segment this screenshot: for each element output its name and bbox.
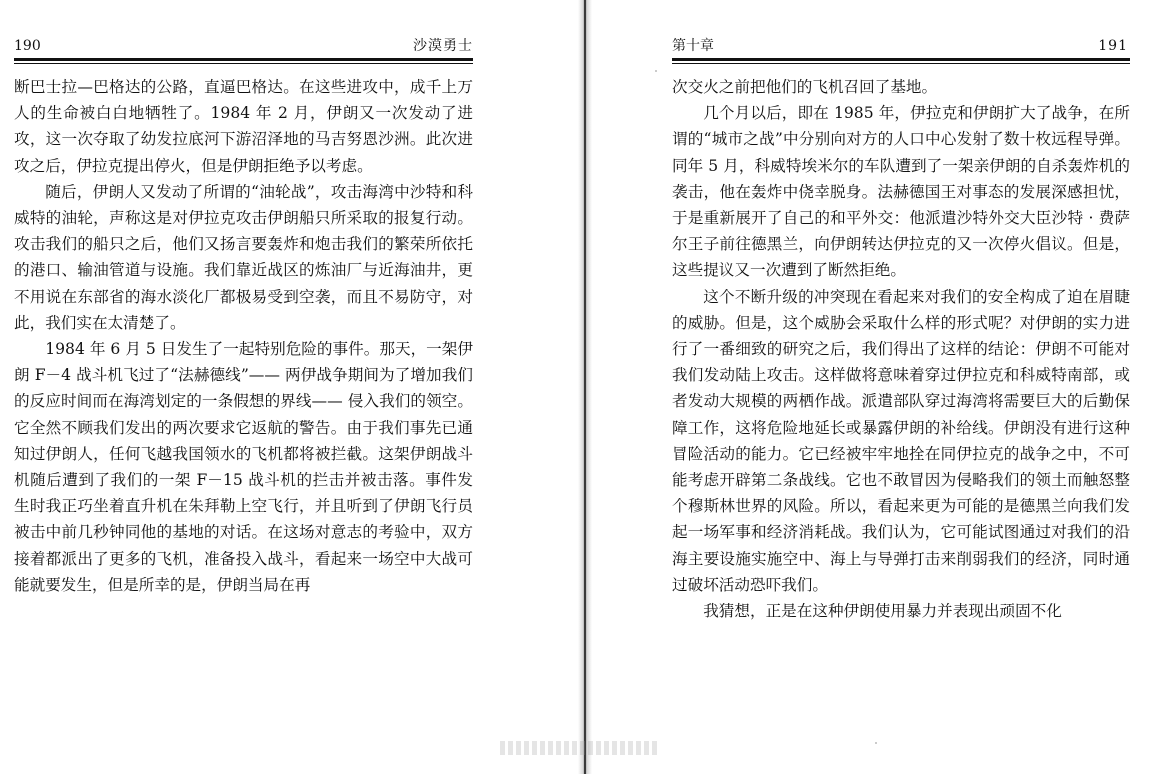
chapter-title: 第十章 xyxy=(672,38,714,54)
right-page xyxy=(592,0,1166,774)
left-page-body xyxy=(14,74,473,598)
right-page-body xyxy=(672,74,1130,624)
paragraph: 几个月以后，即在 1985 年，伊拉克和伊朗扩大了战争，在所谓的“城市之战”中分别向对方的人口中心发射了数十枚远程导弹。同年 5 月，科威特埃米尔的车队遭到了一架亲伊朗的自杀轰炸机的袭击，他在轰炸中侥幸脱身。法赫德国王对事态的发展深感担忧，于是重新展开了自己的和平外交：他派遣沙特外交大臣沙特 · 费萨尔王子前往德黑兰，向伊朗转达伊拉克的又一次停火倡议。但是，这些提议又一次遭到了断然拒绝。 xyxy=(672,104,1130,280)
scan-speck xyxy=(875,742,877,744)
gutter-line xyxy=(584,0,586,774)
scan-speck xyxy=(655,70,657,72)
paragraph: 这个不断升级的冲突现在看起来对我们的安全构成了迫在眉睫的威胁。但是，这个威胁会采取什么样的形式呢？对伊朗的实力进行了一番细致的研究之后，我们得出了这样的结论：伊朗不可能对我们发动陆上攻击。这样做将意味着穿过伊拉克和科威特南部，或者发动大规模的两栖作战。派遣部队穿过海湾将需要巨大的后勤保障工作，这将危险地延长或暴露伊朗的补给线。伊朗没有进行这种冒险活动的能力。它已经被牢牢地拴在同伊拉克的战争之中，不可能考虑开辟第二条战线。它也不敢冒因为侵略我们的领土而触怒整个穆斯林世界的风险。所以，看起来更为可能的是德黑兰向我们发起一场军事和经济消耗战。我们认为，它可能试图通过对我们的沿海主要设施实施空中、海上与导弹打击来削弱我们的经济，同时通过破坏活动恐吓我们。 xyxy=(672,287,1130,594)
page-number: 191 xyxy=(1098,38,1128,54)
paragraph: 我猜想，正是在这种伊朗使用暴力并表现出顽固不化 xyxy=(703,602,1062,621)
header-rule xyxy=(672,58,1130,61)
left-page-header xyxy=(14,36,473,56)
running-title: 沙漠勇士 xyxy=(413,38,473,54)
header-rule-thin xyxy=(14,63,473,64)
right-page-header xyxy=(672,36,1128,56)
paragraph: 随后，伊朗人又发动了所谓的“油轮战”，攻击海湾中沙特和科威特的油轮，声称这是对伊拉克攻击伊朗船只所采取的报复行动。攻击我们的船只之后，他们又扬言要轰炸和炮击我们的繁荣所依托的港口、输油管道与设施。我们靠近战区的炼油厂与近海油井，更不用说在东部省的海水淡化厂都极易受到空袭，而且不易防守，对此，我们实在太清楚了。 xyxy=(14,182,473,332)
header-rule-thin xyxy=(672,63,1130,64)
header-rule xyxy=(14,58,473,61)
paragraph: 1984 年 6 月 5 日发生了一起特别危险的事件。那天，一架伊朗 F－4 战斗机飞过了“法赫德线”—— 两伊战争期间为了增加我们的反应时间而在海湾划定的一条假想的界线—— 侵入我们的领空。它全然不顾我们发出的两次要求它返航的警告。由于我们事先已通知过伊朗人，任何飞越我国领水的飞机都将被拦截。这架伊朗战斗机随后遭到了我们的一架 F－15 战斗机的拦击并被击落。事件发生时我正巧坐着直升机在朱拜勒上空飞行，并且听到了伊朗飞行员被击中前几秒钟同他的基地的对话。在这场对意志的考验中，双方接着都派出了更多的飞机，准备投入战斗，看起来一场空中大战可能就要发生，但是所幸的是，伊朗当局在再 xyxy=(14,340,473,594)
page-number: 190 xyxy=(14,38,41,54)
paragraph: 次交火之前把他们的飞机召回了基地。 xyxy=(672,78,938,96)
paragraph: 断巴士拉—巴格达的公路，直逼巴格达。在这些进攻中，成千上万人的生命被白白地牺牲了。1984 年 2 月，伊朗又一次发动了进攻，这一次夺取了幼发拉底河下游沼泽地的马吉努恩沙洲。此次进攻之后，伊拉克提出停火，但是伊朗拒绝予以考虑。 xyxy=(14,78,473,175)
scan-watermark xyxy=(500,740,670,756)
left-page xyxy=(0,0,578,774)
